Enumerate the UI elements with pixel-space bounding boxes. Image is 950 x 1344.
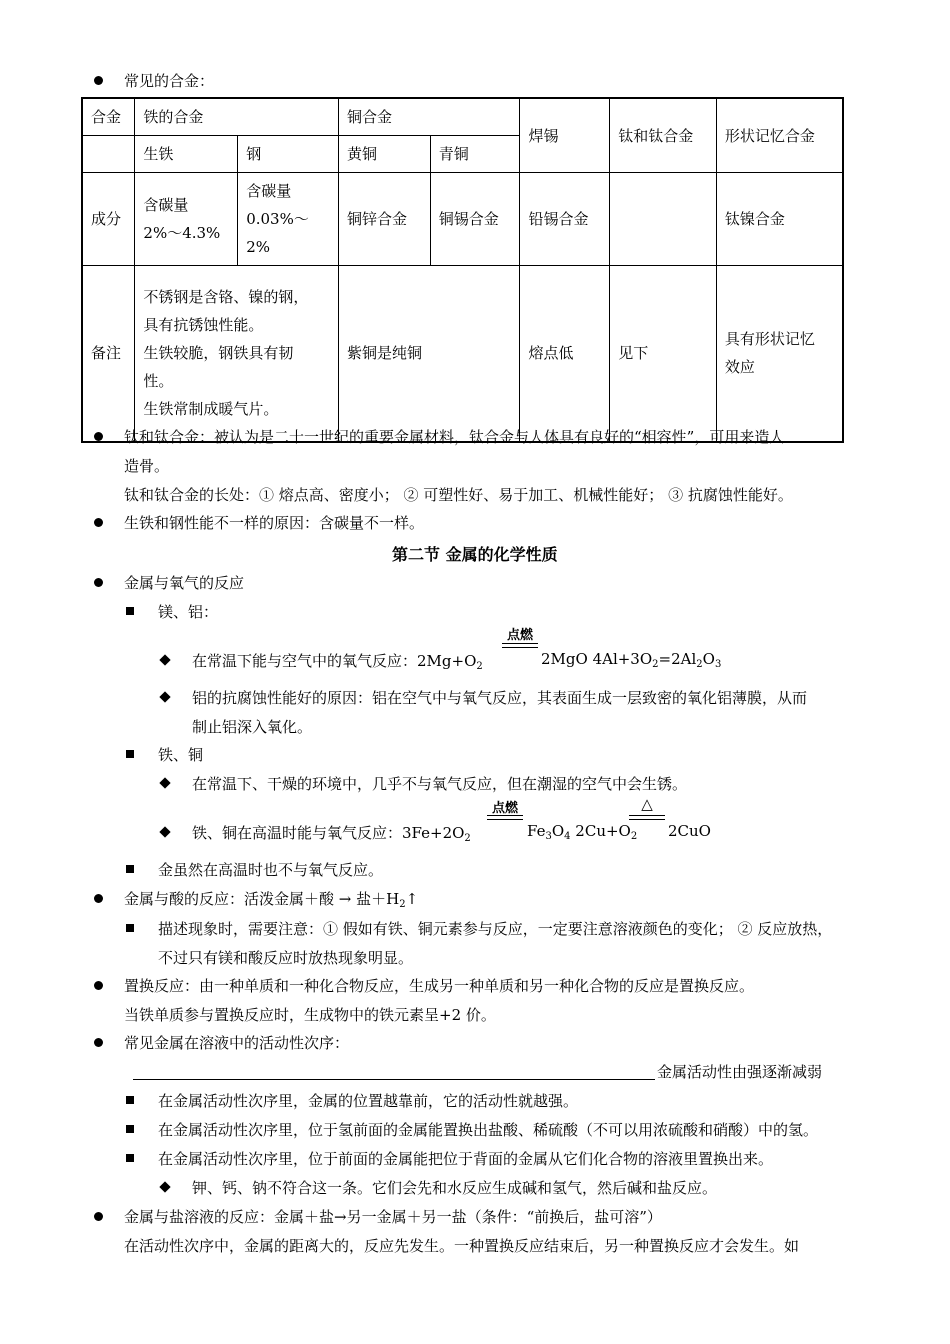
bullet-square [126, 1125, 134, 1133]
bullet-dot [94, 981, 103, 990]
copper-notes: 紫铜是纯铜 [339, 266, 520, 442]
fe-reaction: 铁、铜在高温时能与氧气反应：$3Fe+2O_2$ [192, 824, 471, 844]
row-label-notes: 备注 [82, 266, 135, 442]
titanium-para-line2: 造骨。 [124, 457, 170, 475]
header-alloy: 合金 [82, 98, 135, 136]
al-corrosion-line2: 制止铝深入氧化。 [192, 718, 313, 736]
bullet-diamond [159, 691, 170, 702]
displacement-fe-note: 当铁单质参与置换反应时，生成物中的铁元素呈+2 价。 [124, 1006, 496, 1024]
bullet-dot [94, 432, 103, 441]
bullet-square [126, 1096, 134, 1104]
activity-exception: 钾、钙、钠不符合这一条。它们会先和水反应生成碱和氢气，然后碱和盐反应。 [192, 1179, 718, 1197]
bullet-dot [94, 1212, 103, 1221]
bullet-square [126, 924, 134, 932]
fe-cu-products: $Fe_3O_4$ $2Cu+O_2$ [527, 822, 638, 842]
brass-composition: 铜锌合金 [339, 173, 431, 266]
ignite-condition: 点燃 [491, 801, 518, 816]
sub-pig-iron: 生铁 [135, 136, 238, 173]
steel-composition: 含碳量 0.03%～2% [238, 173, 339, 266]
activity-series-blank [133, 1079, 655, 1080]
sma-notes: 具有形状记忆 效应 [716, 266, 843, 442]
fe-cu-room-temp: 在常温下、干燥的环境中，几乎不与氧气反应，但在潮湿的空气中会生锈。 [192, 775, 688, 793]
metal-salt-note: 在活动性次序中，金属的距离大的，反应先发生。一种置换反应结束后，另一种置换反应才会发生。如 [124, 1237, 800, 1255]
bullet-square [126, 607, 134, 615]
titanium-notes: 见下 [610, 266, 717, 442]
pig-iron-composition: 含碳量 2%～4.3% [135, 173, 238, 266]
activity-rule-2: 在金属活动性次序里，位于氢前面的金属能置换出盐酸、稀硫酸（不可以用浓硫酸和硝酸）中的氢。 [158, 1121, 819, 1139]
equals-sign [502, 643, 538, 648]
equals-sign [487, 815, 523, 820]
acid-phenomena-line2: 不过只有镁和酸反应时放热现象明显。 [158, 949, 414, 967]
header-iron-alloy: 铁的合金 [135, 98, 339, 136]
equals-sign [629, 815, 665, 820]
mg-al-heading: 镁、铝： [158, 603, 219, 621]
titanium-composition [610, 173, 717, 266]
bronze-composition: 铜锡合金 [430, 173, 520, 266]
titanium-para-line1: 钛和钛合金：被认为是二十一世纪的重要金属材料，钛合金与人体具有良好的“相容性”，可用来造人 [124, 428, 785, 446]
sma-composition: 钛镍合金 [716, 173, 843, 266]
solder-notes: 熔点低 [520, 266, 610, 442]
cuo-product: 2CuO [668, 822, 711, 840]
titanium-advantages: 钛和钛合金的长处：① 熔点高、密度小； ② 可塑性好、易于加工、机械性能好； ③ 抗腐蚀性能好。 [124, 486, 793, 504]
displacement-def: 置换反应：由一种单质和一种化合物反应，生成另一种单质和另一种化合物的反应是置换反应。 [124, 977, 755, 995]
row-label-composition: 成分 [82, 173, 135, 266]
metal-oxygen-heading: 金属与氧气的反应 [124, 574, 245, 592]
acid-phenomena-line1: 描述现象时，需要注意：① 假如有铁、铜元素参与反应，一定要注意溶液颜色的变化； ② 反应放热， [158, 920, 833, 938]
mg-reaction: 在常温下能与空气中的氧气反应：$2Mg+O_2$ [192, 652, 483, 672]
intro-text: 常见的合金： [124, 72, 215, 90]
ignite-condition: 点燃 [506, 628, 533, 643]
bullet-diamond [159, 826, 170, 837]
header-titanium: 钛和钛合金 [610, 98, 717, 173]
bullet-diamond [159, 1181, 170, 1192]
bullet-dot [94, 578, 103, 587]
activity-rule-1: 在金属活动性次序里，金属的位置越靠前，它的活动性就越强。 [158, 1092, 579, 1110]
activity-series-label: 金属活动性由强逐渐减弱 [657, 1063, 823, 1081]
empty-cell [82, 136, 135, 173]
solder-composition: 铅锡合金 [520, 173, 610, 266]
bullet-dot [94, 894, 103, 903]
bullet-diamond [159, 777, 170, 788]
heat-condition: △ [641, 795, 653, 813]
sub-steel: 钢 [238, 136, 339, 173]
alloy-table [81, 97, 844, 443]
fe-cu-heading: 铁、铜 [158, 746, 204, 764]
activity-series-heading: 常见金属在溶液中的活动性次序： [124, 1034, 350, 1052]
gold-note: 金虽然在高温时也不与氧气反应。 [158, 861, 384, 879]
sub-brass: 黄铜 [339, 136, 431, 173]
activity-rule-3: 在金属活动性次序里，位于前面的金属能把位于背面的金属从它们化合物的溶液里置换出来。 [158, 1150, 774, 1168]
header-copper-alloy: 铜合金 [339, 98, 520, 136]
al-corrosion-line1: 铝的抗腐蚀性能好的原因：铝在空气中与氧气反应，其表面生成一层致密的氧化铝薄膜，从而 [192, 689, 808, 707]
header-shape-memory-alloy: 形状记忆合金 [716, 98, 843, 173]
bullet-dot [94, 76, 103, 85]
metal-acid-heading: 金属与酸的反应：活泼金属＋酸 → 盐$+H_2↑$ [124, 890, 419, 910]
sub-bronze: 青铜 [430, 136, 520, 173]
section-title: 第二节 金属的化学性质 [392, 545, 558, 564]
bullet-diamond [159, 654, 170, 665]
metal-salt-heading: 金属与盐溶液的反应：金属＋盐→另一金属＋另一盐（条件：“前换后，盐可溶”） [124, 1208, 662, 1226]
bullet-square [126, 750, 134, 758]
bullet-dot [94, 518, 103, 527]
iron-notes: 不锈钢是含铬、镍的钢， 具有抗锈蚀性能。 生铁较脆，钢铁具有韧 性。 生铁常制成暖气片。 [135, 266, 339, 442]
pig-iron-steel-diff: 生铁和钢性能不一样的原因：含碳量不一样。 [124, 514, 425, 532]
bullet-square [126, 865, 134, 873]
bullet-dot [94, 1038, 103, 1047]
bullet-square [126, 1154, 134, 1162]
header-solder: 焊锡 [520, 98, 610, 173]
mg-al-products: 2MgO $4Al+3O_2=2Al_2O_3$ [541, 650, 722, 670]
